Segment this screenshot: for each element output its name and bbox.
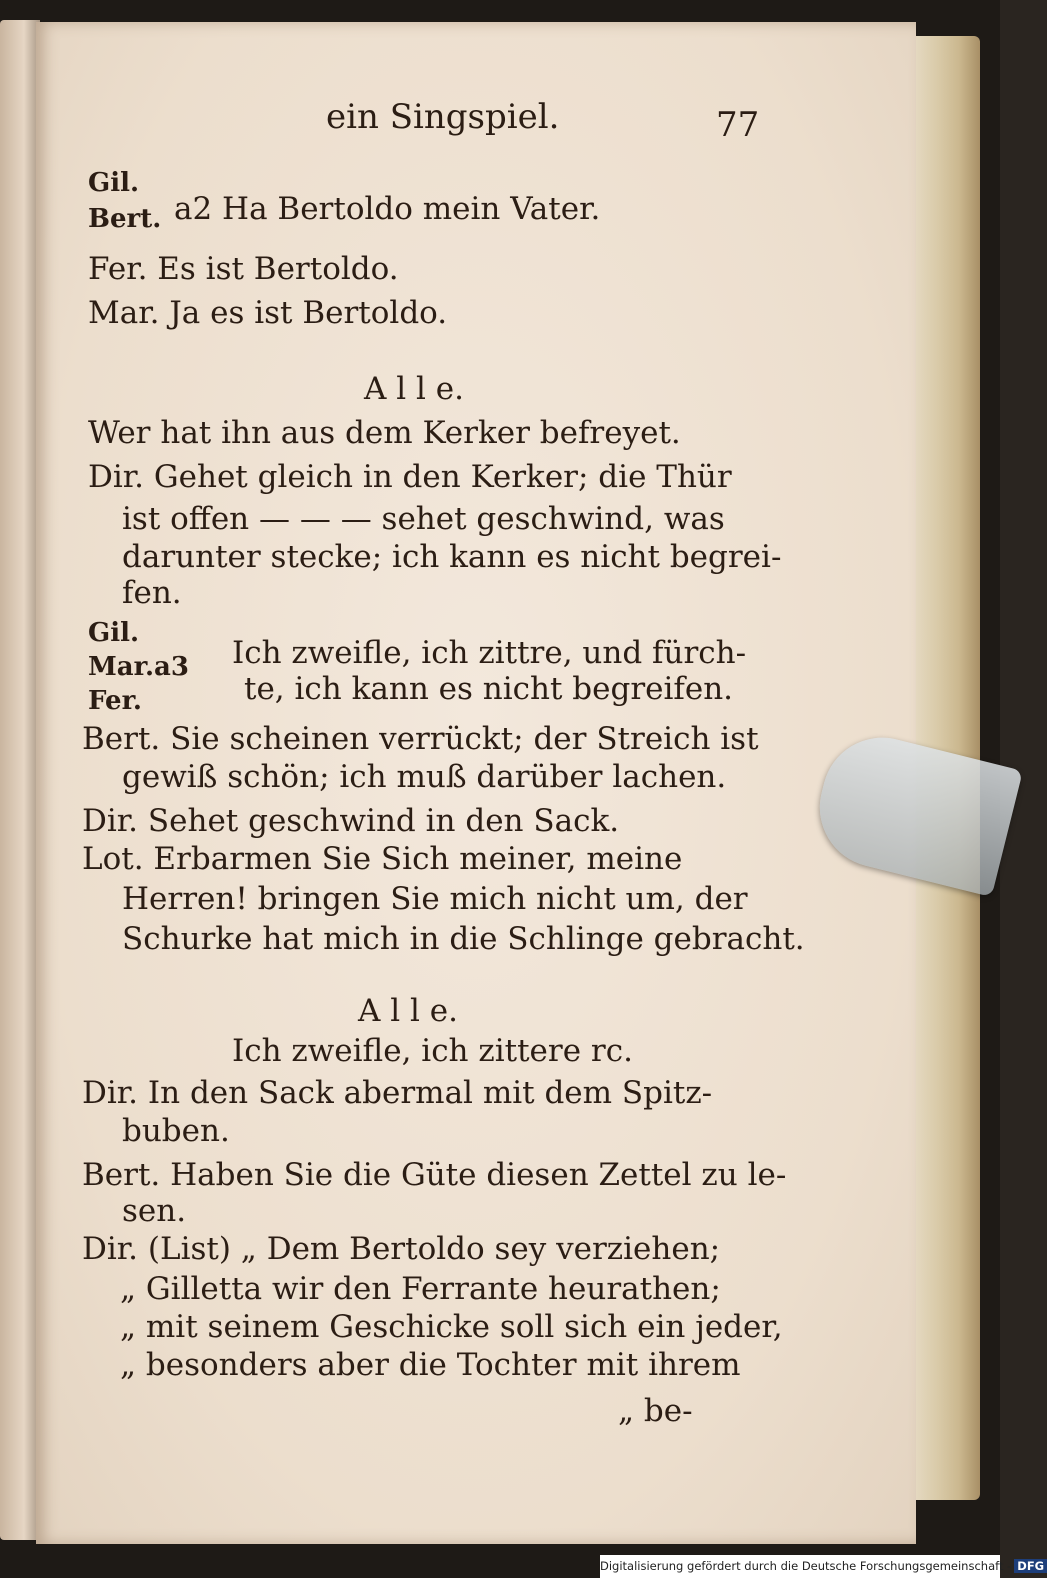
text-line: fen. bbox=[122, 575, 182, 611]
speaker-label: Gil. bbox=[88, 168, 140, 198]
text-line: darunter stecke; ich kann es nicht begrei- bbox=[122, 539, 782, 575]
text-line: te, ich kann es nicht begreifen. bbox=[244, 671, 734, 707]
speaker-label: Bert. bbox=[88, 204, 162, 234]
text-line: Dir. In den Sack abermal mit dem Spitz- bbox=[82, 1075, 713, 1111]
footer-text: Digitalisierung gefördert durch die Deutsche Forschungsgemeinschaft - bbox=[600, 1559, 1012, 1573]
speaker-label: Mar.a3 bbox=[88, 652, 189, 682]
text-line: „ besonders aber die Tochter mit ihrem bbox=[120, 1347, 741, 1383]
text-line: Bert. Sie scheinen verrückt; der Streich ist bbox=[82, 721, 759, 757]
text-line: Wer hat ihn aus dem Kerker befreyet. bbox=[88, 415, 681, 451]
speaker-label: Gil. bbox=[88, 618, 140, 648]
section-heading: A l l e. bbox=[364, 371, 464, 407]
text-line: „ Gilletta wir den Ferrante heurathen; bbox=[120, 1271, 721, 1307]
text-line: Bert. Haben Sie die Güte diesen Zettel zu le- bbox=[82, 1157, 787, 1193]
speaker-label: Fer. bbox=[88, 686, 142, 716]
left-page-edge bbox=[0, 20, 40, 1540]
text-line: Lot. Erbarmen Sie Sich meiner, meine bbox=[82, 841, 683, 877]
catchword: „ be- bbox=[618, 1393, 693, 1429]
book-page bbox=[36, 22, 916, 1544]
text-line: Herren! bringen Sie mich nicht um, der bbox=[122, 881, 748, 917]
running-title: ein Singspiel. bbox=[326, 97, 560, 137]
text-line: Dir. Gehet gleich in den Kerker; die Thür bbox=[88, 459, 732, 495]
dfg-logo: DFG bbox=[1014, 1559, 1047, 1573]
section-heading: A l l e. bbox=[358, 993, 458, 1029]
text-line: Schurke hat mich in die Schlinge gebracht. bbox=[122, 921, 805, 957]
text-line: „ mit seinem Geschicke soll sich ein jeder, bbox=[120, 1309, 783, 1345]
text-line: sen. bbox=[122, 1193, 187, 1229]
text-line: a2 Ha Bertoldo mein Vater. bbox=[174, 191, 601, 227]
text-line: ist offen — — — sehet geschwind, was bbox=[122, 501, 725, 537]
text-line: gewiß schön; ich muß darüber lachen. bbox=[122, 759, 727, 795]
page-number: 77 bbox=[716, 105, 760, 145]
text-line: buben. bbox=[122, 1113, 230, 1149]
text-line: Dir. (List) „ Dem Bertoldo sey verziehen; bbox=[82, 1231, 721, 1267]
text-line: Dir. Sehet geschwind in den Sack. bbox=[82, 803, 620, 839]
text-line: Fer. Es ist Bertoldo. bbox=[88, 251, 399, 287]
text-line: Ich zweifle, ich zittre, und fürch- bbox=[232, 635, 747, 671]
text-line: Ich zweifle, ich zittere rc. bbox=[232, 1033, 633, 1069]
text-line: Mar. Ja es ist Bertoldo. bbox=[88, 295, 448, 331]
digitization-footer bbox=[600, 1555, 1045, 1578]
